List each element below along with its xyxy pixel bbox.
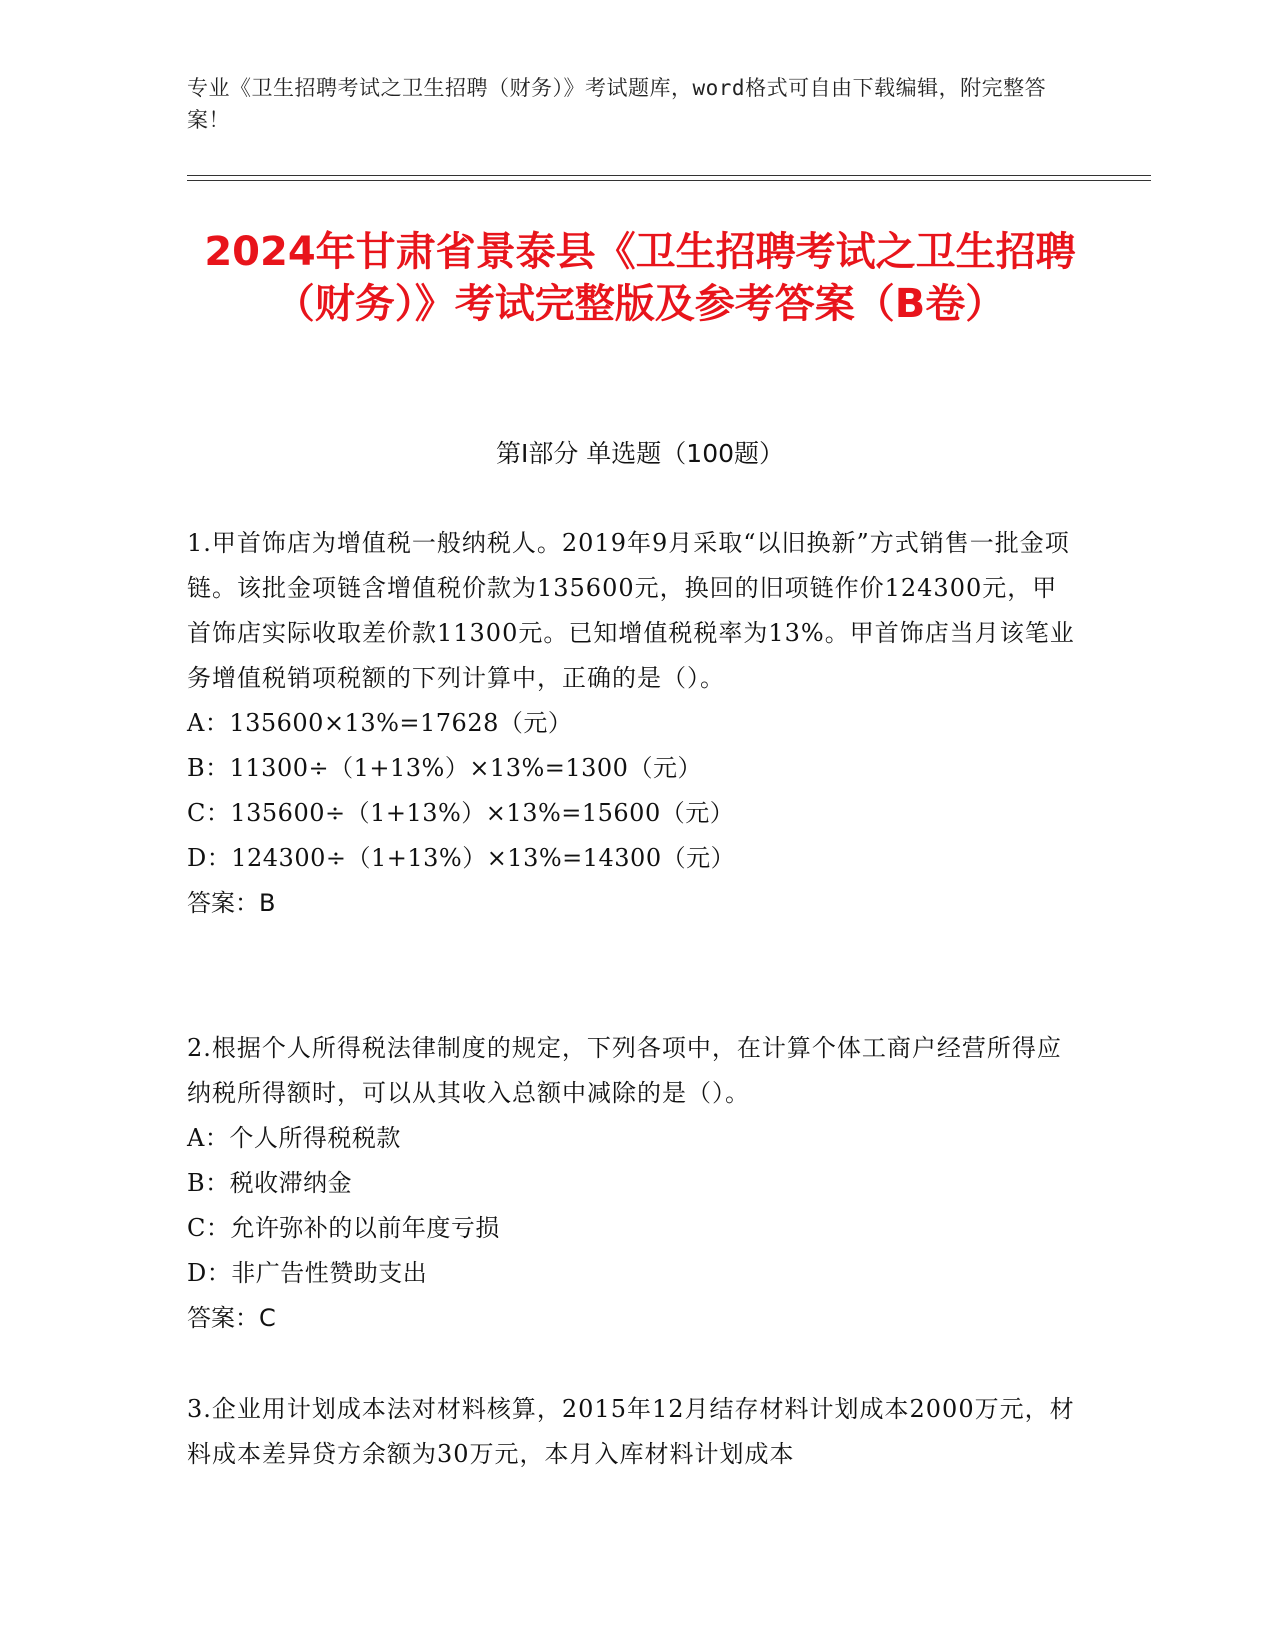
question-stem: 1.甲首饰店为增值税一般纳税人。2019年9月采取“以旧换新”方式销售一批金项链。该批金项链含增值税价款为135600元，换回的旧项链作价124300元，甲首饰店实际收取差价款11300元。已知增值税税率为13%。甲首饰店当月该笔业务增值税销项税额的下列计算中，正确的是（）。 xyxy=(187,529,1075,692)
option-b: B：税收滞纳金 xyxy=(187,1169,353,1197)
header-divider xyxy=(187,175,1151,176)
option-d: D：124300÷（1+13%）×13%=14300（元） xyxy=(187,844,736,872)
question-stem: 3.企业用计划成本法对材料核算，2015年12月结存材料计划成本2000万元，材料成本差异贷方余额为30万元，本月入库材料计划成本 xyxy=(187,1395,1075,1468)
option-c: C：135600÷（1+13%）×13%=15600（元） xyxy=(187,799,735,827)
option-c: C：允许弥补的以前年度亏损 xyxy=(187,1214,500,1242)
question-stem: 2.根据个人所得税法律制度的规定，下列各项中，在计算个体工商户经营所得应纳税所得额时，可以从其收入总额中减除的是（）。 xyxy=(187,1034,1062,1107)
option-d: D：非广告性赞助支出 xyxy=(187,1259,428,1287)
option-a: A：135600×13%=17628（元） xyxy=(187,709,573,737)
option-a: A：个人所得税税款 xyxy=(187,1124,401,1152)
answer: 答案：B xyxy=(187,889,276,917)
document-title: 2024年甘肃省景泰县《卫生招聘考试之卫生招聘（财务）》考试完整版及参考答案（B卷） xyxy=(204,229,1076,327)
option-b: B：11300÷（1+13%）×13%=1300（元） xyxy=(187,754,702,782)
answer: 答案：C xyxy=(187,1304,276,1332)
header-note: 专业《卫生招聘考试之卫生招聘（财务）》考试题库，word格式可自由下载编辑，附完整答案！ xyxy=(187,76,1047,132)
header-divider-secondary xyxy=(187,180,1151,181)
section-title: 第Ⅰ部分 单选题（100题） xyxy=(495,439,785,468)
question-2 xyxy=(187,1026,1077,1341)
question-1 xyxy=(187,521,1077,926)
question-3 xyxy=(187,1387,1077,1477)
